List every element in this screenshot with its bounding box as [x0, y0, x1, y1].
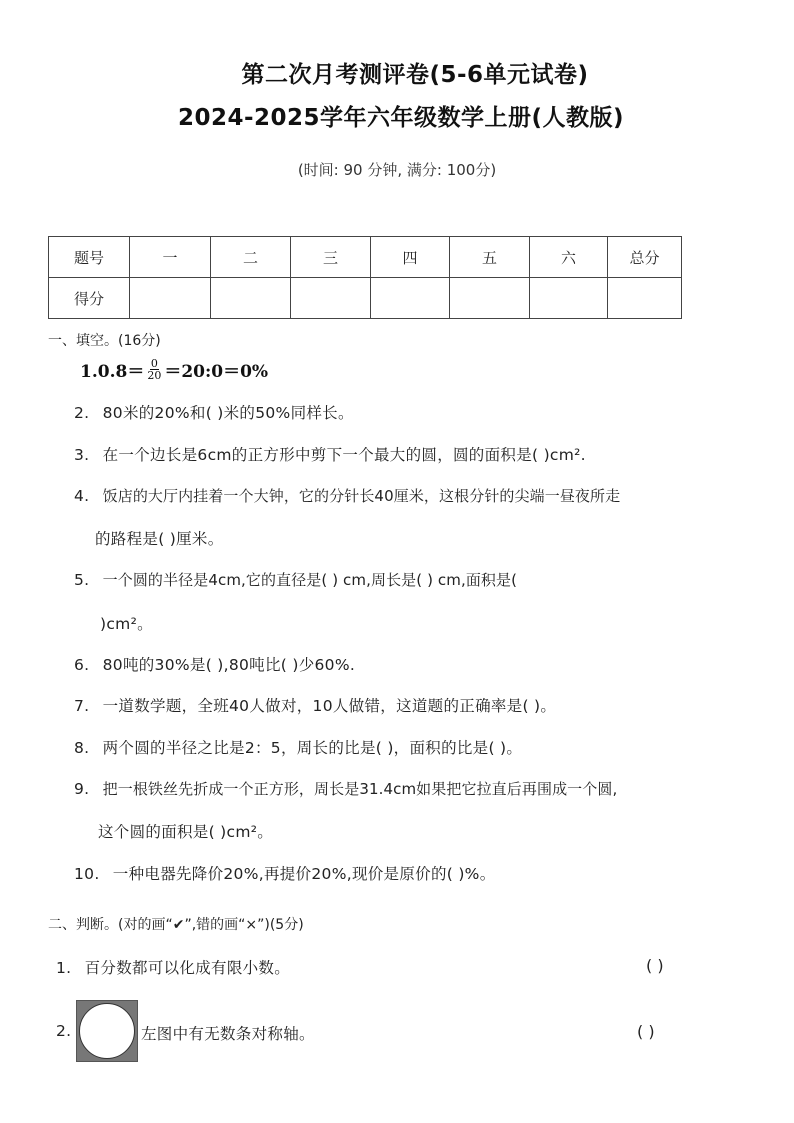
question-text: 80米的20%和( )米的50%同样长。 — [102, 404, 354, 422]
question-1-prefix: 1.0.8＝ — [80, 362, 145, 382]
score-table-score-row — [49, 278, 682, 319]
answer-parentheses[interactable]: ( ) — [637, 1022, 655, 1041]
fraction-numerator: 0 — [150, 357, 158, 370]
question-number: 8. — [74, 739, 90, 757]
score-entry-cell — [371, 278, 450, 319]
question-number: 7. — [74, 697, 90, 715]
question-4 — [74, 485, 620, 506]
question-text: 在一个边长是6cm的正方形中剪下一个最大的圆，圆的面积是( )cm². — [102, 446, 586, 464]
score-entry-cell — [130, 278, 211, 319]
score-table-cell: 总分 — [608, 237, 682, 278]
score-entry-cell — [608, 278, 682, 319]
question-2 — [74, 401, 354, 423]
judge-question-2: 左图中有无数条对称轴。 — [141, 1025, 315, 1043]
question-text: 把一根铁丝先折成一个正方形，周长是31.4cm如果把它拉直后再围成一个圆, — [102, 780, 618, 798]
exam-title: 第二次月考测评卷(5-6单元试卷) — [241, 62, 589, 88]
question-text: 的路程是( )厘米。 — [95, 530, 224, 548]
question-number: 5. — [74, 571, 90, 589]
question-9-cont — [98, 820, 273, 842]
question-text: 一个圆的半径是4cm,它的直径是( ) cm,周长是( ) cm,面积是( — [102, 571, 518, 589]
question-9 — [74, 778, 617, 799]
question-number: 6. — [74, 656, 90, 674]
question-text: 这个圆的面积是( )cm²。 — [98, 823, 274, 841]
question-4-cont — [95, 527, 224, 549]
question-number: 1. — [56, 959, 72, 977]
question-3 — [74, 443, 586, 465]
question-number: 3. — [74, 446, 90, 464]
question-text: 饭店的大厅内挂着一个大钟，它的分针长40厘米，这根分针的尖端一昼夜所走 — [102, 487, 621, 505]
score-entry-cell — [450, 278, 530, 319]
score-table-cell: 四 — [371, 237, 450, 278]
question-text: )cm²。 — [100, 615, 153, 633]
question-text: 一道数学题，全班40人做对，10人做错，这道题的正确率是( )。 — [102, 697, 557, 715]
score-table-cell: 三 — [291, 237, 371, 278]
question-1 — [80, 357, 268, 382]
answer-parentheses[interactable]: ( ) — [646, 956, 664, 975]
question-number: 10. — [74, 865, 100, 883]
judge-question-2-number: 2. — [56, 1022, 72, 1040]
question-5 — [74, 569, 517, 590]
question-10 — [74, 862, 496, 884]
score-table-cell: 六 — [530, 237, 608, 278]
score-entry-cell — [211, 278, 291, 319]
question-6 — [74, 653, 355, 675]
question-number: 2. — [74, 404, 90, 422]
score-table-cell: 题号 — [49, 237, 130, 278]
circle-shape — [79, 1003, 135, 1059]
square-with-inscribed-circle-figure — [76, 1000, 138, 1062]
fraction — [147, 358, 161, 381]
question-number: 4. — [74, 487, 90, 505]
score-entry-cell — [291, 278, 371, 319]
score-table-cell: 得分 — [49, 278, 130, 319]
score-table-cell: 五 — [450, 237, 530, 278]
question-8 — [74, 736, 522, 758]
score-table-cell: 一 — [130, 237, 211, 278]
section1-heading: 一、填空。(16分) — [48, 333, 161, 349]
section2-heading: 二、判断。(对的画“✔”,错的画“×”)(5分) — [48, 917, 304, 933]
question-text: 一种电器先降价20%,再提价20%,现价是原价的( )%。 — [112, 865, 496, 883]
score-entry-cell — [530, 278, 608, 319]
question-1-suffix: ＝20:0＝0% — [164, 362, 269, 382]
score-table-cell: 二 — [211, 237, 291, 278]
exam-time-info: (时间: 90 分钟, 满分: 100分) — [297, 161, 497, 179]
question-5-cont — [100, 612, 153, 634]
question-number: 9. — [74, 780, 90, 798]
exam-subtitle-grade: 2024-2025学年六年级数学上册(人教版) — [177, 105, 625, 131]
question-text: 80吨的30%是( ),80吨比( )少60%. — [102, 656, 356, 674]
score-table — [48, 236, 682, 319]
question-text: 两个圆的半径之比是2：5，周长的比是( )，面积的比是( )。 — [102, 739, 523, 757]
question-7 — [74, 694, 556, 716]
question-text: 百分数都可以化成有限小数。 — [84, 959, 291, 977]
score-table-header-row — [49, 237, 682, 278]
fraction-denominator: 20 — [147, 369, 162, 382]
judge-question-1 — [56, 956, 290, 978]
